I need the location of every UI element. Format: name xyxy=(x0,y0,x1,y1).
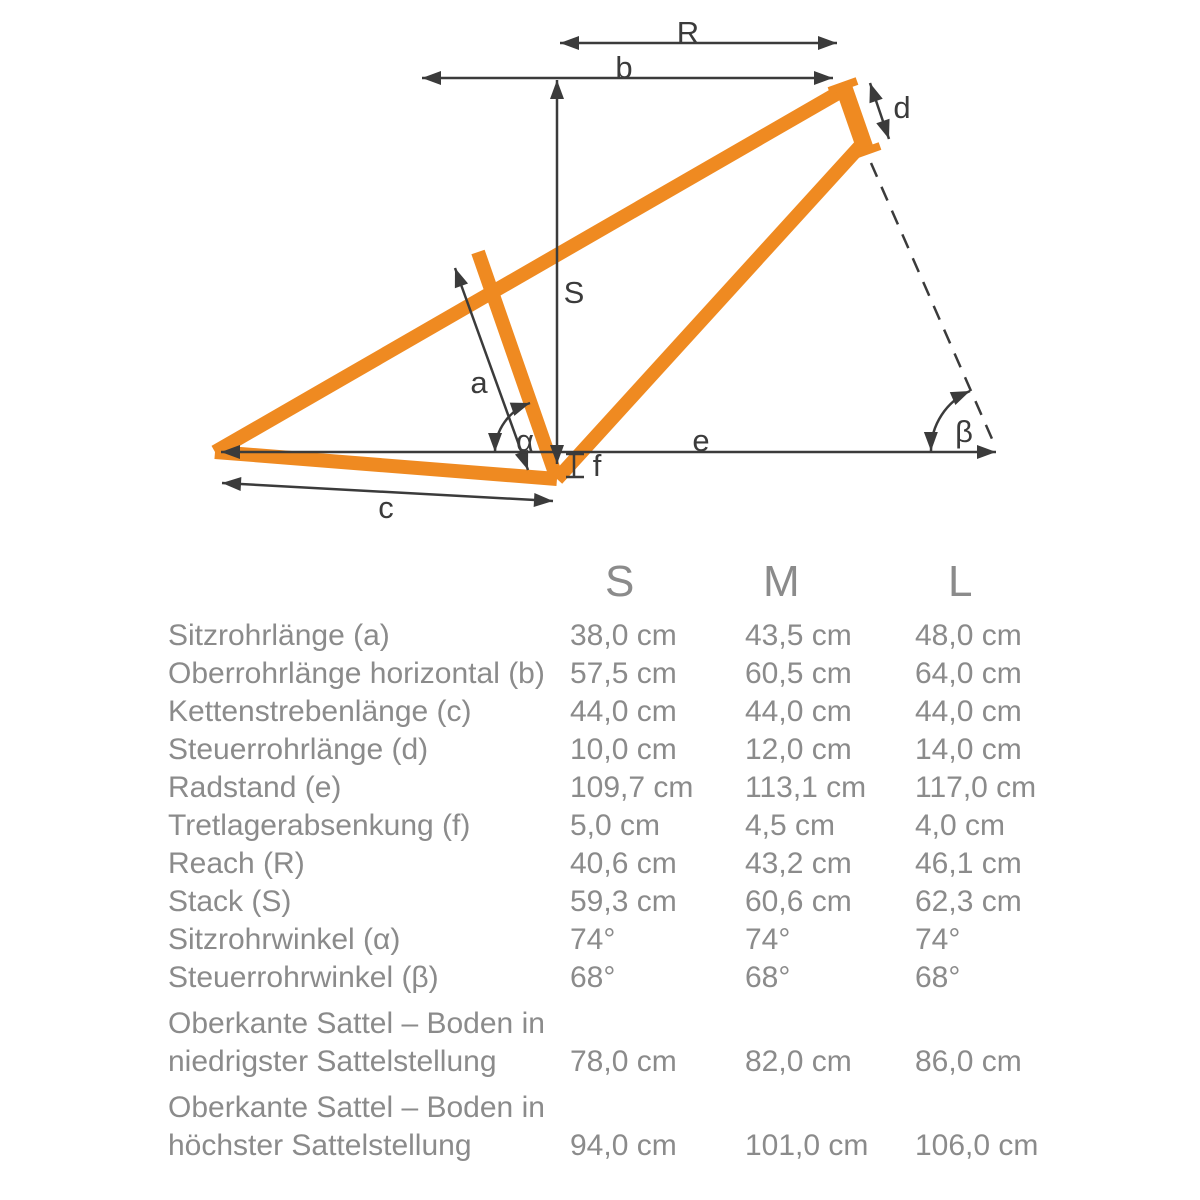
value-m: 43,2 cm xyxy=(745,847,852,880)
head-tube-label: d xyxy=(893,90,911,125)
value-s: 40,6 cm xyxy=(570,847,677,880)
table-row xyxy=(168,845,1068,883)
value-l: 62,3 cm xyxy=(915,885,1022,918)
table-row xyxy=(168,807,1068,845)
row-label: Radstand (e) xyxy=(168,771,342,804)
value-s: 59,3 cm xyxy=(570,885,677,918)
value-l: 14,0 cm xyxy=(915,733,1022,766)
value-m: 12,0 cm xyxy=(745,733,852,766)
value-m: 43,5 cm xyxy=(745,619,852,652)
top-tube-label: b xyxy=(615,50,633,85)
value-l: 46,1 cm xyxy=(915,847,1022,880)
value-l: 64,0 cm xyxy=(915,657,1022,690)
value-s: 109,7 cm xyxy=(570,771,694,804)
bb-drop-label: f xyxy=(592,448,602,483)
value-s: 57,5 cm xyxy=(570,657,677,690)
row-label: Steuerrohrwinkel (β) xyxy=(168,961,439,994)
value-l: 117,0 cm xyxy=(915,771,1037,804)
head-tube-line xyxy=(843,85,866,151)
value-s: 74° xyxy=(570,923,616,956)
row-label: Steuerrohrlänge (d) xyxy=(168,733,429,766)
down-tube-line xyxy=(557,143,863,483)
row-label: Oberkante Sattel – Boden in niedrigster Sattelstellung xyxy=(168,1007,545,1078)
row-label: Oberrohrlänge horizontal (b) xyxy=(168,657,545,690)
row-label: Tretlagerabsenkung (f) xyxy=(168,809,471,842)
table-header-row xyxy=(168,557,1068,606)
value-m: 101,0 cm xyxy=(745,1129,869,1162)
table-row xyxy=(168,1005,1068,1081)
stack-label: S xyxy=(563,275,585,310)
value-m: 68° xyxy=(745,961,791,994)
row-label: Oberkante Sattel – Boden in höchster Sattelstellung xyxy=(168,1091,545,1162)
value-l: 106,0 cm xyxy=(915,1129,1039,1162)
value-s: 5,0 cm xyxy=(570,809,661,842)
table-row xyxy=(168,959,1068,997)
row-label: Reach (R) xyxy=(168,847,305,880)
value-s: 94,0 cm xyxy=(570,1129,677,1162)
value-l: 68° xyxy=(915,961,961,994)
value-s: 78,0 cm xyxy=(570,1045,677,1078)
head-tube-dimension-arrow xyxy=(870,83,889,139)
value-m: 82,0 cm xyxy=(745,1045,852,1078)
value-l: 48,0 cm xyxy=(915,619,1022,652)
value-m: 4,5 cm xyxy=(745,809,836,842)
value-l: 4,0 cm xyxy=(915,809,1006,842)
table-row xyxy=(168,655,1068,693)
table-row xyxy=(168,769,1068,807)
table-row xyxy=(168,693,1068,731)
value-s: 10,0 cm xyxy=(570,733,677,766)
size-header-m: M xyxy=(763,557,800,606)
geometry-table xyxy=(168,557,1068,1165)
value-m: 60,6 cm xyxy=(745,885,852,918)
wheelbase-label: e xyxy=(692,423,710,458)
value-m: 60,5 cm xyxy=(745,657,852,690)
row-label: Sitzrohrwinkel (α) xyxy=(168,923,401,956)
row-label: Sitzrohrlänge (a) xyxy=(168,619,390,652)
size-header-s: S xyxy=(605,557,635,606)
table-row xyxy=(168,617,1068,655)
value-l: 44,0 cm xyxy=(915,695,1022,728)
row-label: Kettenstrebenlänge (c) xyxy=(168,695,472,728)
chainstay-label: c xyxy=(378,490,394,525)
value-s: 44,0 cm xyxy=(570,695,677,728)
value-s: 38,0 cm xyxy=(570,619,677,652)
value-s: 68° xyxy=(570,961,616,994)
chainstay-line xyxy=(215,452,557,479)
head-angle-label: β xyxy=(955,414,973,449)
frame-outline xyxy=(215,81,880,483)
table-row xyxy=(168,731,1068,769)
table-row xyxy=(168,921,1068,959)
head-tube-extension-dashed-line xyxy=(871,163,996,448)
size-header-l: L xyxy=(948,557,973,606)
table-row xyxy=(168,1089,1068,1165)
value-l: 86,0 cm xyxy=(915,1045,1022,1078)
value-l: 74° xyxy=(915,923,961,956)
value-m: 44,0 cm xyxy=(745,695,852,728)
table-row xyxy=(168,883,1068,921)
seat-angle-label: α xyxy=(516,423,534,458)
seat-tube-label: a xyxy=(470,365,488,400)
value-m: 74° xyxy=(745,923,791,956)
reach-label: R xyxy=(676,15,700,50)
value-m: 113,1 cm xyxy=(745,771,867,804)
row-label: Stack (S) xyxy=(168,885,292,918)
